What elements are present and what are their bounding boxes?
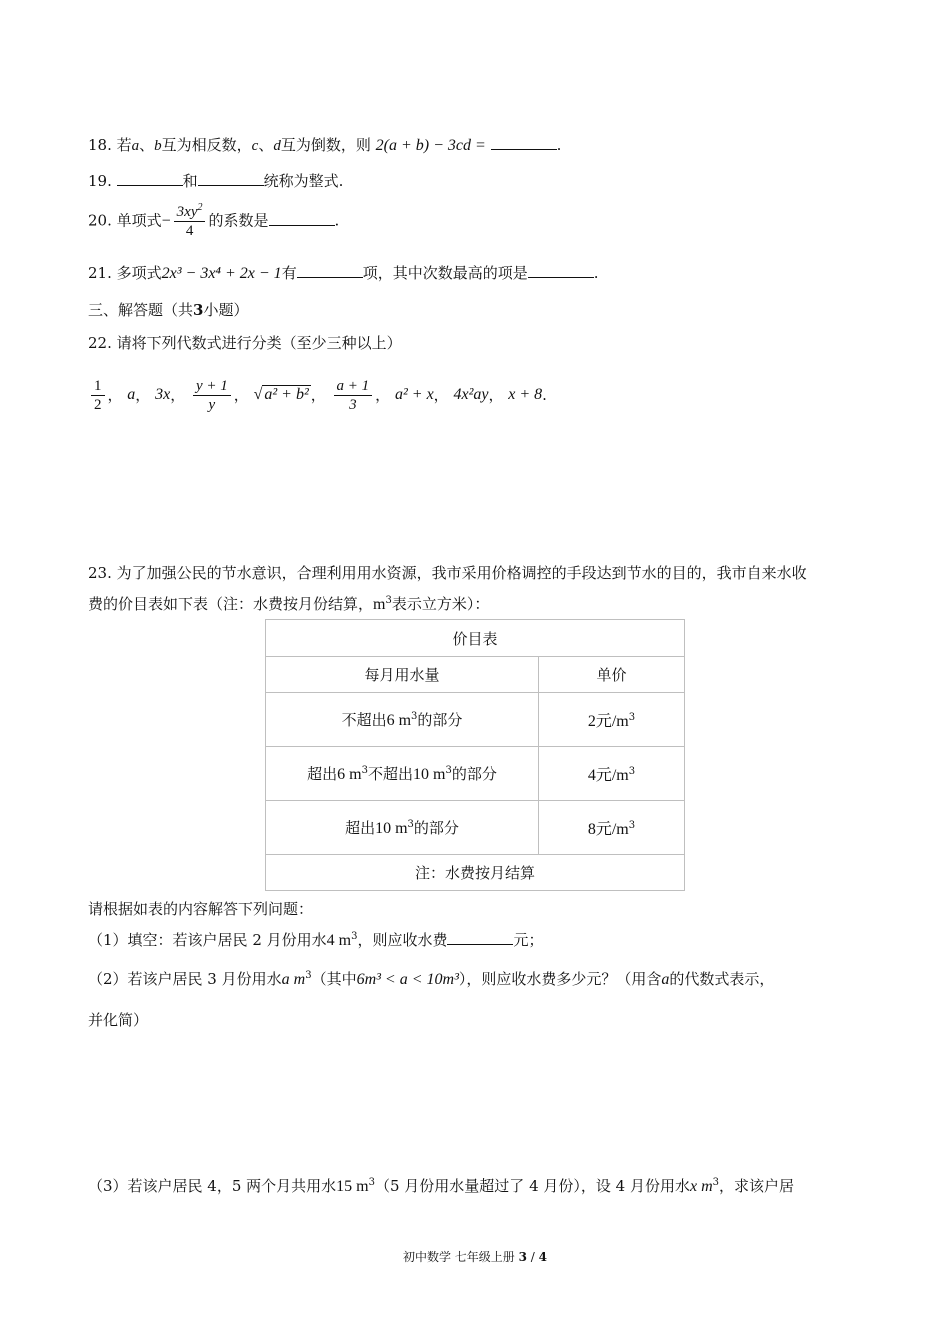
expr-3x: 3x (155, 386, 171, 403)
expr-x-plus-8: x + 8 (508, 386, 543, 403)
table-note: 注：水费按月结算 (266, 855, 685, 891)
table-row: 不超出6 $m^3$的部分 2元$/m^3$ (266, 693, 685, 747)
answer-blank[interactable] (269, 211, 335, 226)
answer-blank[interactable] (491, 135, 557, 150)
expr-y-plus-1-over-y: $\frac{y + 1}{y}$ (193, 377, 231, 414)
instruction-text: 请根据如表的内容解答下列问题： (88, 900, 314, 918)
question-23-part2-cont: 并化简） (88, 1011, 149, 1029)
question-20: 20. 单项式− $\frac{3xy^2}{4}$ 的系数是 . (88, 202, 340, 239)
question-21: 21. 多项式2x³ − 3x⁴ + 2x − 1有 项，其中次数最高的项是 . (88, 264, 599, 282)
page-footer: 初中数学 七年级上册 3 / 4 (402, 1250, 548, 1264)
expr-half: $\frac{1}{2}$ (91, 377, 105, 414)
expr-a-plus-1-over-3: $\frac{a + 1}{3}$ (334, 377, 373, 414)
expr-a2-plus-x: a² + x (394, 386, 434, 403)
expr-sqrt: √ a² + b² (253, 386, 309, 403)
expression-list: $\frac{1}{2}$ ， a ， 3x ， $\frac{y + 1}{y}$ ， √ a² + b² ， $\frac{a + 1}{3}$ ， a² + x ， 4x²ay ， x + 8 . (88, 372, 547, 418)
question-18: 18. 若a、b互为相反数，c、d互为倒数，则 2(a + b) − 3cd = . (88, 136, 562, 154)
section-heading: 三、解答题（共3小题） (88, 301, 249, 319)
price-table (265, 619, 685, 891)
answer-blank[interactable] (447, 930, 513, 945)
polynomial: 2x³ − 3x⁴ + 2x − 1 (161, 265, 282, 282)
table-header-usage: 每月用水量 (266, 657, 539, 693)
expr-a: a (127, 386, 136, 403)
answer-blank[interactable] (297, 263, 363, 278)
question-23-part2: （2）若该户居民 3 月份用水a $m^3$（其中6m³ < a < 10m³），则应收水费多少元？（用含a的代数式表示， (88, 970, 775, 988)
monomial-fraction: $\frac{3xy^2}{4}$ (174, 203, 206, 240)
expr-4x2ay: 4x²ay (453, 386, 489, 403)
table-header-price: 单价 (539, 657, 685, 693)
answer-blank[interactable] (117, 171, 183, 186)
answer-blank[interactable] (528, 263, 594, 278)
question-19: 19. 和 统称为整式. (88, 172, 344, 190)
question-23-line2: 费的价目表如下表（注：水费按月份结算，$m^3$表示立方米）： (88, 595, 490, 613)
table-row: 超出6 $m^3$不超出10 $m^3$的部分 4元$/m^3$ (266, 747, 685, 801)
table-title: 价目表 (266, 620, 685, 657)
question-23-part3: （3）若该户居民 4，5 两个月共用水15 $m^3(5$ 月份用水量超过了 4 月份），设 4 月份用水x $m^3$，求该户居 (88, 1177, 795, 1195)
question-23-line1: 23. 为了加强公民的节水意识，合理利用用水资源，我市采用价格调控的手段达到节水的目的，我市自来水收 (88, 564, 807, 582)
table-row: 超出10 $m^3$的部分 8元$/m^3$ (266, 801, 685, 855)
q18-expression: 2(a + b) − 3cd = (375, 137, 486, 154)
answer-blank[interactable] (198, 171, 264, 186)
question-23-part1: （1）填空：若该户居民 2 月份用水4 $m^3$，则应收水费 元； (88, 931, 544, 949)
question-22: 22. 请将下列代数式进行分类（至少三种以上） (88, 334, 402, 352)
